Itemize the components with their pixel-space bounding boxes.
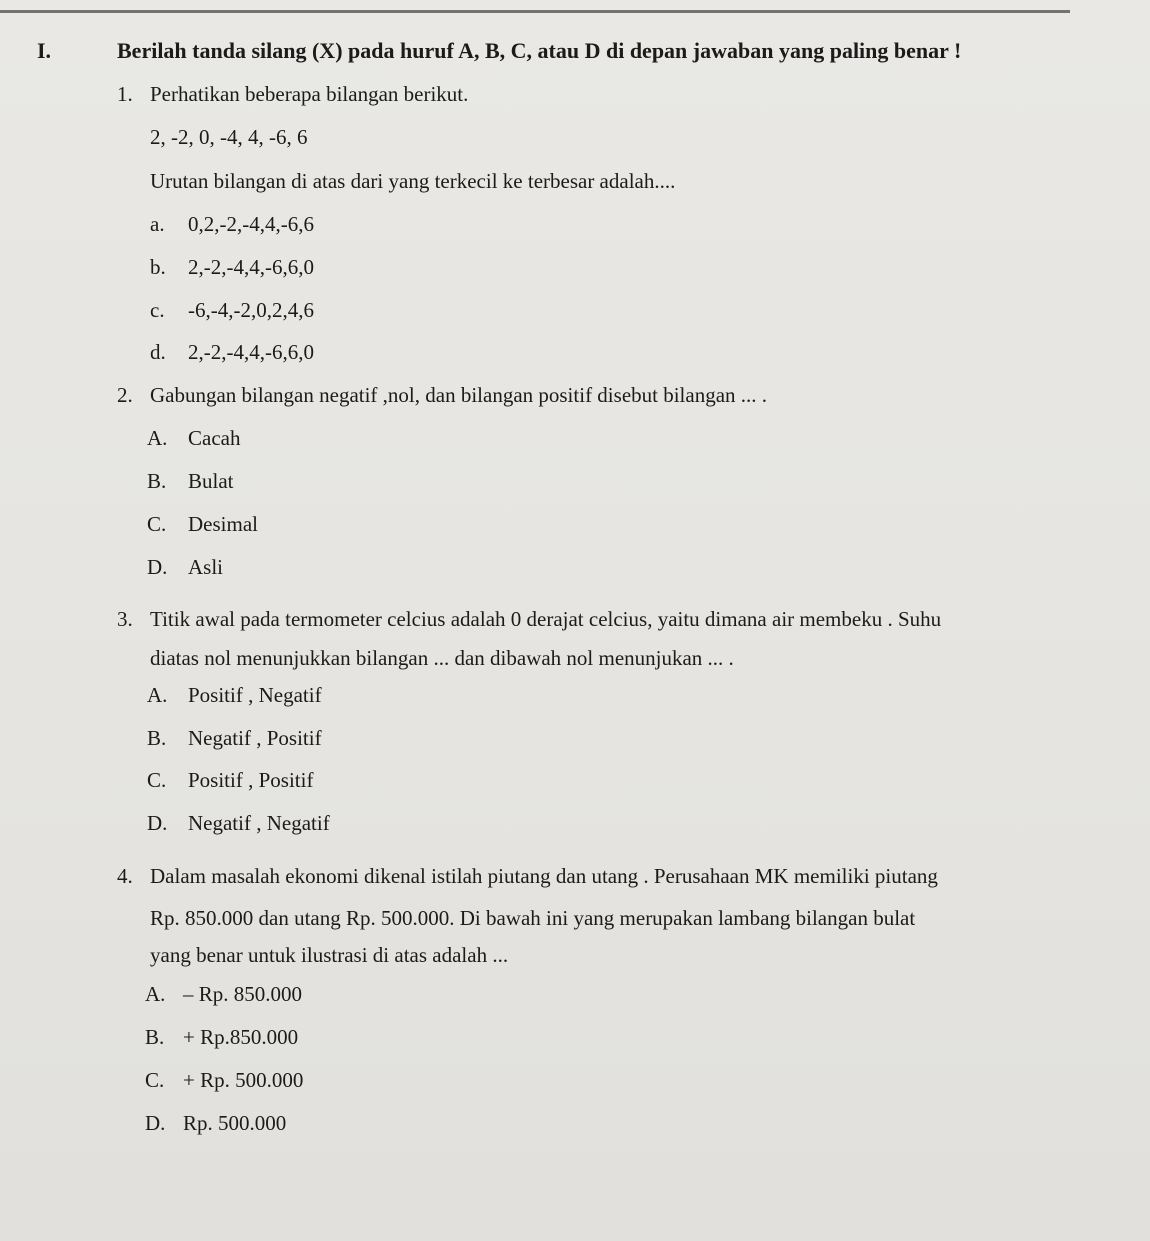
q4-option-b-letter[interactable]: B. xyxy=(145,1025,165,1049)
q3-option-a-letter[interactable]: A. xyxy=(147,683,168,707)
q1-option-c-text: -6,-4,-2,0,2,4,6 xyxy=(188,298,314,322)
section-instruction: Berilah tanda silang (X) pada huruf A, B, C, atau D di depan jawaban yang paling benar ! xyxy=(117,38,962,63)
q4-option-d-text: Rp. 500.000 xyxy=(183,1111,287,1135)
q3-option-c-text: Positif , Positif xyxy=(188,768,314,792)
question-3-text-line-2: diatas nol menunjukkan bilangan ... dan dibawah nol menunjukan ... . xyxy=(150,646,734,670)
q2-option-b-letter[interactable]: B. xyxy=(147,469,167,493)
q3-option-b-letter[interactable]: B. xyxy=(147,726,167,750)
top-divider xyxy=(0,10,1070,13)
q3-option-c-letter[interactable]: C. xyxy=(147,768,167,792)
q2-option-a-letter[interactable]: A. xyxy=(147,426,168,450)
question-1-text: Perhatikan beberapa bilangan berikut. xyxy=(150,82,469,106)
question-4-text-line-1: Dalam masalah ekonomi dikenal istilah piutang dan utang . Perusahaan MK memiliki piutang xyxy=(150,864,938,888)
question-4-text-line-2: Rp. 850.000 dan utang Rp. 500.000. Di bawah ini yang merupakan lambang bilangan bulat xyxy=(150,906,916,930)
q2-option-d-letter[interactable]: D. xyxy=(147,555,168,579)
q2-option-d-text: Asli xyxy=(188,555,224,579)
q1-option-c-letter[interactable]: c. xyxy=(150,298,165,322)
q3-option-b-text: Negatif , Positif xyxy=(188,726,322,750)
q1-option-b-text: 2,-2,-4,4,-6,6,0 xyxy=(188,255,314,279)
question-2-number: 2. xyxy=(117,383,133,407)
q4-option-c-text: + Rp. 500.000 xyxy=(183,1068,304,1092)
question-1-prompt: Urutan bilangan di atas dari yang terkecil ke terbesar adalah.... xyxy=(150,169,676,193)
q3-option-a-text: Positif , Negatif xyxy=(188,683,322,707)
q4-option-b-text: + Rp.850.000 xyxy=(183,1025,299,1049)
q2-option-c-text: Desimal xyxy=(188,512,258,536)
q3-option-d-text: Negatif , Negatif xyxy=(188,811,330,835)
q1-option-b-letter[interactable]: b. xyxy=(150,255,166,279)
question-1-numbers: 2, -2, 0, -4, 4, -6, 6 xyxy=(150,125,308,149)
q2-option-b-text: Bulat xyxy=(188,469,234,493)
q4-option-a-text: – Rp. 850.000 xyxy=(183,982,303,1006)
question-3-text-line-1: Titik awal pada termometer celcius adalah 0 derajat celcius, yaitu dimana air membeku . Suhu xyxy=(150,607,942,631)
question-2-text: Gabungan bilangan negatif ,nol, dan bilangan positif disebut bilangan ... . xyxy=(150,383,768,407)
q4-option-a-letter[interactable]: A. xyxy=(145,982,166,1006)
q2-option-c-letter[interactable]: C. xyxy=(147,512,167,536)
question-1-number: 1. xyxy=(117,82,133,106)
q4-option-d-letter[interactable]: D. xyxy=(145,1111,166,1135)
q1-option-d-letter[interactable]: d. xyxy=(150,340,166,364)
q1-option-a-text: 0,2,-2,-4,4,-6,6 xyxy=(188,212,314,236)
question-4-number: 4. xyxy=(117,864,133,888)
question-4-text-line-3: yang benar untuk ilustrasi di atas adalah ... xyxy=(150,943,509,967)
q1-option-d-text: 2,-2,-4,4,-6,6,0 xyxy=(188,340,314,364)
q3-option-d-letter[interactable]: D. xyxy=(147,811,168,835)
q4-option-c-letter[interactable]: C. xyxy=(145,1068,165,1092)
section-number: I. xyxy=(37,38,52,63)
q2-option-a-text: Cacah xyxy=(188,426,241,450)
question-3-number: 3. xyxy=(117,607,133,631)
q1-option-a-letter[interactable]: a. xyxy=(150,212,165,236)
